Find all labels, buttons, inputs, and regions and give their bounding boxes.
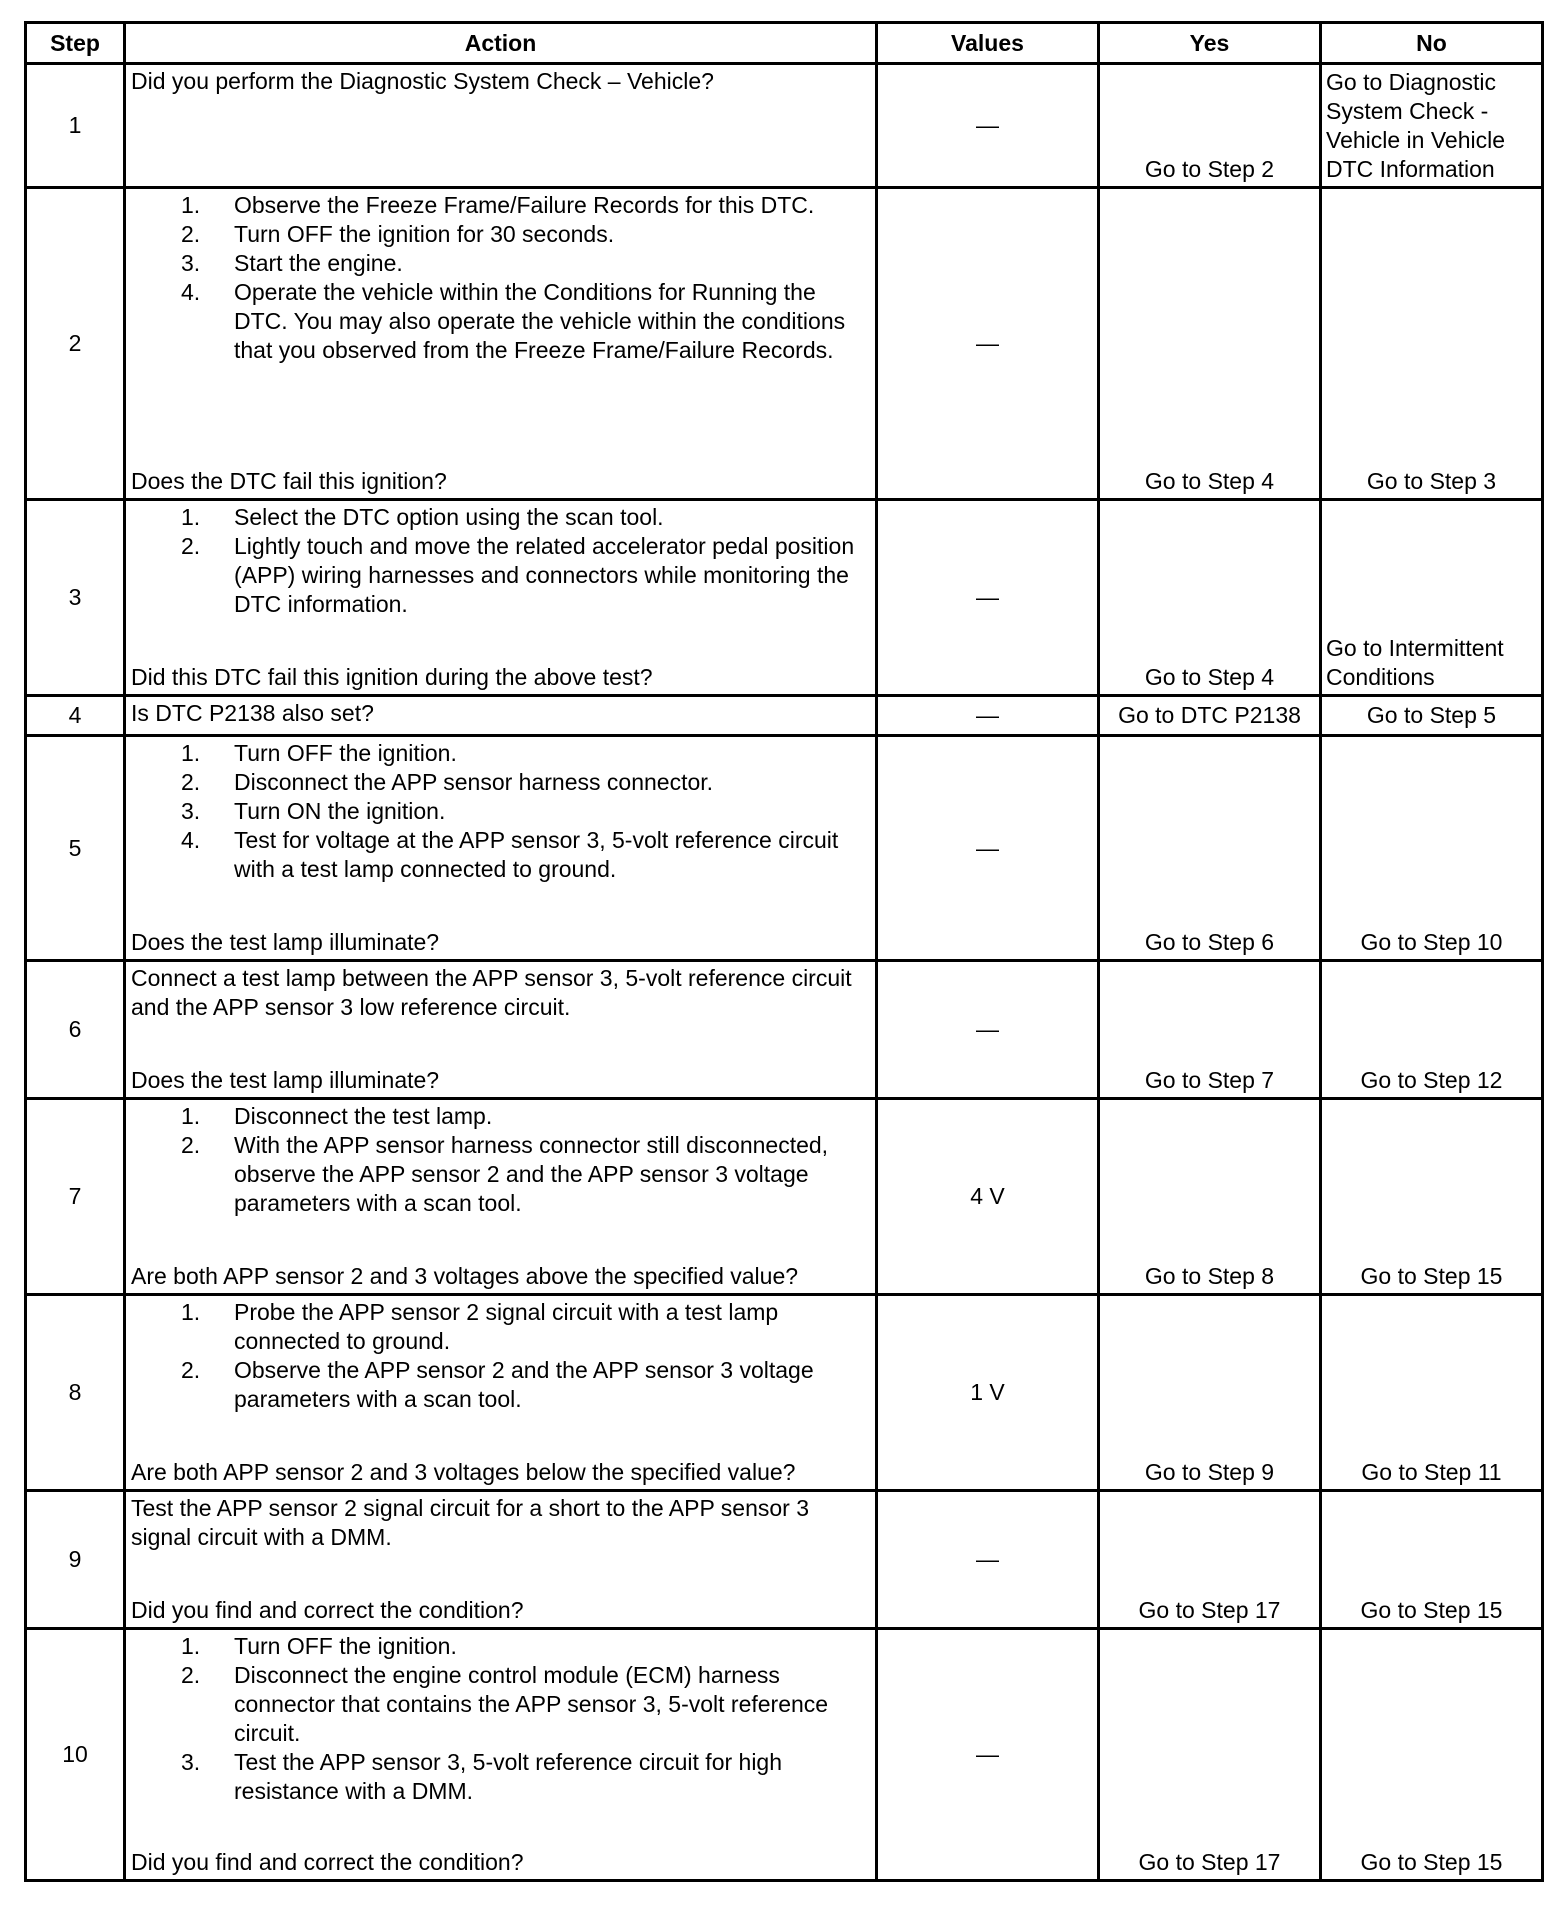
action-question: Are both APP sensor 2 and 3 voltages above the specified value? [131,1263,799,1289]
yes-cell: Go to Step 17 [1099,1629,1321,1881]
action-step-text: Probe the APP sensor 2 signal circuit with a test lamp connected to ground. [234,1299,779,1354]
action-step-text: Disconnect the engine control module (ECM) harness connector that contains the APP sensor 3, 5-volt reference circuit. [234,1662,829,1746]
action-question: Does the DTC fail this ignition? [131,468,447,494]
table-row [26,1099,1543,1295]
action-step-item [131,1632,871,1661]
value-cell: — [877,64,1099,188]
yes-cell: Go to Step 17 [1099,1491,1321,1629]
action-step-number: 3. [181,250,201,276]
action-step-number: 2. [181,221,201,247]
action-step-number: 1. [181,1103,201,1129]
header-values: Values [877,23,1099,64]
action-step-item [131,1102,871,1131]
yes-cell: Go to Step 8 [1099,1099,1321,1295]
action-step-number: 4. [181,827,201,853]
action-step-text: Disconnect the test lamp. [234,1103,493,1129]
step-number: 3 [26,500,125,696]
action-cell [125,696,877,736]
action-cell [125,1295,877,1491]
action-question: Does the test lamp illuminate? [131,929,440,955]
action-steps [131,1102,871,1218]
action-step-number: 1. [181,1633,201,1659]
action-step-text: Turn OFF the ignition. [234,1633,457,1659]
step-number: 9 [26,1491,125,1629]
value-cell: — [877,500,1099,696]
action-step-text: Test for voltage at the APP sensor 3, 5-volt reference circuit with a test lamp connected to ground. [234,827,839,882]
no-cell: Go to Step 5 [1321,696,1543,736]
action-steps [131,191,871,365]
action-question: Did you find and correct the condition? [131,1597,524,1623]
action-step-number: 2. [181,1132,201,1158]
table-row [26,500,1543,696]
header-no: No [1321,23,1543,64]
step-number: 10 [26,1629,125,1881]
action-step-item [131,249,871,278]
value-cell: — [877,188,1099,500]
action-steps [131,503,871,619]
action-step-text: Observe the APP sensor 2 and the APP sensor 3 voltage parameters with a scan tool. [234,1357,814,1412]
no-cell: Go to Step 12 [1321,961,1543,1099]
action-cell [125,500,877,696]
action-question: Are both APP sensor 2 and 3 voltages below the specified value? [131,1459,796,1485]
action-step-item [131,1298,871,1356]
action-step-item [131,503,871,532]
header-row [26,23,1543,64]
yes-cell: Go to Step 2 [1099,64,1321,188]
yes-cell: Go to Step 7 [1099,961,1321,1099]
no-cell: Go to Step 3 [1321,188,1543,500]
action-question: Does the test lamp illuminate? [131,1067,440,1093]
action-cell [125,64,877,188]
action-step-item [131,1748,871,1806]
no-cell: Go to Diagnostic System Check - Vehicle in Vehicle DTC Information [1321,64,1543,188]
yes-cell: Go to Step 4 [1099,188,1321,500]
step-number: 6 [26,961,125,1099]
action-step-text: Operate the vehicle within the Conditions for Running the DTC. You may also operate the vehicle within the conditions that you observed from the Freeze Frame/Failure Records. [234,279,846,363]
action-step-number: 2. [181,1662,201,1688]
action-step-number: 1. [181,1299,201,1325]
step-number: 5 [26,736,125,961]
no-cell: Go to Step 15 [1321,1099,1543,1295]
table-row [26,188,1543,500]
table-row [26,1295,1543,1491]
value-cell: 1 V [877,1295,1099,1491]
value-cell: — [877,1629,1099,1881]
action-step-item [131,191,871,220]
action-text: Test the APP sensor 2 signal circuit for a short to the APP sensor 3 signal circuit with a DMM. [131,1495,810,1550]
action-step-item [131,1131,871,1218]
action-step-item [131,1356,871,1414]
yes-cell: Go to Step 6 [1099,736,1321,961]
action-step-number: 3. [181,798,201,824]
action-step-text: Disconnect the APP sensor harness connector. [234,769,714,795]
action-step-number: 2. [181,769,201,795]
step-number: 8 [26,1295,125,1491]
action-step-number: 4. [181,279,201,305]
action-step-item [131,278,871,365]
no-cell: Go to Intermittent Conditions [1321,500,1543,696]
action-step-text: Lightly touch and move the related accelerator pedal position (APP) wiring harnesses and connectors while monitoring the DTC information. [234,533,855,617]
action-cell [125,736,877,961]
action-step-item [131,532,871,619]
action-step-text: Turn OFF the ignition for 30 seconds. [234,221,615,247]
table-row [26,696,1543,736]
header-step: Step [26,23,125,64]
table-row [26,736,1543,961]
action-step-number: 1. [181,740,201,766]
no-cell: Go to Step 15 [1321,1491,1543,1629]
value-cell: — [877,961,1099,1099]
action-cell [125,1629,877,1881]
table-row [26,961,1543,1099]
action-step-number: 3. [181,1749,201,1775]
header-action: Action [125,23,877,64]
step-number: 7 [26,1099,125,1295]
action-steps [131,1632,871,1806]
yes-cell: Go to DTC P2138 [1099,696,1321,736]
action-step-text: Turn OFF the ignition. [234,740,457,766]
value-cell: — [877,736,1099,961]
header-yes: Yes [1099,23,1321,64]
action-cell [125,1099,877,1295]
action-step-number: 1. [181,504,201,530]
action-step-number: 2. [181,533,201,559]
action-cell [125,1491,877,1629]
action-step-text: With the APP sensor harness connector still disconnected, observe the APP sensor 2 and the APP sensor 3 voltage parameters with a scan tool. [234,1132,829,1216]
action-cell [125,188,877,500]
action-step-text: Observe the Freeze Frame/Failure Records for this DTC. [234,192,815,218]
action-text: Is DTC P2138 also set? [131,700,374,726]
action-question: Did you find and correct the condition? [131,1849,524,1875]
value-cell: — [877,1491,1099,1629]
action-step-item [131,797,871,826]
action-text: Connect a test lamp between the APP sensor 3, 5-volt reference circuit and the APP sensor 3 low reference circuit. [131,965,852,1020]
value-cell: 4 V [877,1099,1099,1295]
action-step-text: Select the DTC option using the scan tool. [234,504,664,530]
action-step-text: Turn ON the ignition. [234,798,446,824]
table-row [26,1491,1543,1629]
action-step-item [131,739,871,768]
yes-cell: Go to Step 4 [1099,500,1321,696]
action-steps [131,739,871,884]
action-steps [131,1298,871,1414]
action-step-number: 2. [181,1357,201,1383]
action-step-item [131,1661,871,1748]
table-row [26,64,1543,188]
action-question: Did this DTC fail this ignition during the above test? [131,664,653,690]
action-cell [125,961,877,1099]
no-cell: Go to Step 10 [1321,736,1543,961]
step-number: 4 [26,696,125,736]
action-text: Did you perform the Diagnostic System Check – Vehicle? [131,68,714,94]
step-number: 1 [26,64,125,188]
action-step-text: Start the engine. [234,250,403,276]
action-step-item [131,220,871,249]
action-step-item [131,768,871,797]
table-row [26,1629,1543,1881]
step-number: 2 [26,188,125,500]
action-step-number: 1. [181,192,201,218]
yes-cell: Go to Step 9 [1099,1295,1321,1491]
action-step-text: Test the APP sensor 3, 5-volt reference circuit for high resistance with a DMM. [234,1749,783,1804]
action-step-item [131,826,871,884]
no-cell: Go to Step 15 [1321,1629,1543,1881]
value-cell: — [877,696,1099,736]
diagnostic-table [24,21,1544,1882]
no-cell: Go to Step 11 [1321,1295,1543,1491]
